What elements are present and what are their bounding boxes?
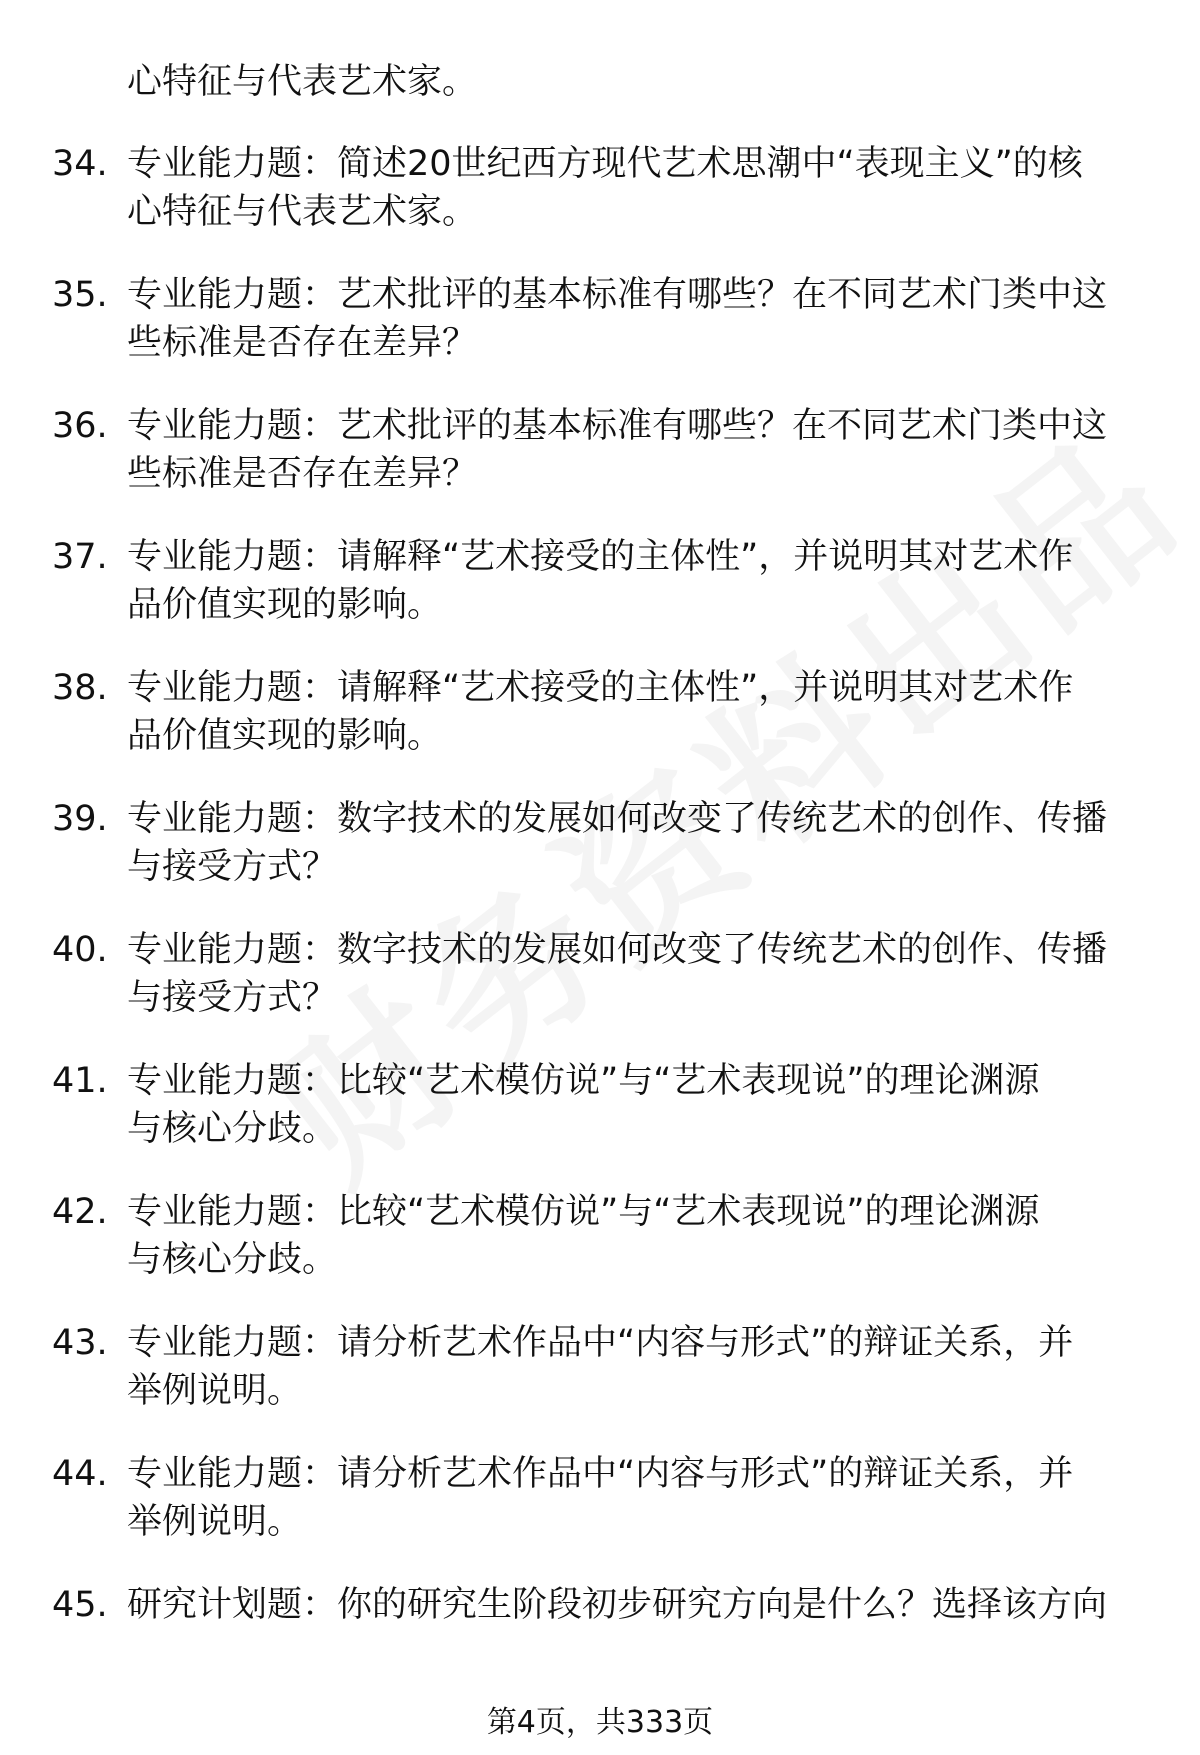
question-item xyxy=(0,1581,1200,1712)
question-number: 34. xyxy=(52,144,108,184)
question-text-line: 专业能力题：艺术批评的基本标准有哪些？在不同艺术门类中这 xyxy=(127,275,1108,315)
question-number: 40. xyxy=(52,930,108,970)
question-text xyxy=(127,1581,1147,1629)
question-list xyxy=(0,140,1200,1712)
question-text-line: 专业能力题：艺术批评的基本标准有哪些？在不同艺术门类中这 xyxy=(127,406,1108,446)
question-text-line: 与接受方式？ xyxy=(127,978,338,1018)
question-item xyxy=(0,533,1200,664)
question-text xyxy=(127,926,1147,1022)
question-number: 44. xyxy=(52,1454,108,1494)
question-number: 41. xyxy=(52,1061,108,1101)
question-number: 39. xyxy=(52,799,108,839)
question-text xyxy=(127,795,1147,891)
question-item xyxy=(0,1057,1200,1188)
question-item xyxy=(0,1188,1200,1319)
continued-question-text: 心特征与代表艺术家。 xyxy=(127,62,478,102)
question-text xyxy=(127,1450,1147,1546)
question-text-line: 与核心分歧。 xyxy=(127,1240,338,1280)
question-text xyxy=(127,271,1147,367)
page-indicator: 第4页，共333页 xyxy=(486,1705,714,1740)
question-text-line: 举例说明。 xyxy=(127,1371,303,1411)
question-number: 38. xyxy=(52,668,108,708)
question-item xyxy=(0,926,1200,1057)
question-text-line: 专业能力题：比较“艺术模仿说”与“艺术表现说”的理论渊源 xyxy=(127,1061,1040,1101)
question-text-line: 专业能力题：数字技术的发展如何改变了传统艺术的创作、传播 xyxy=(127,930,1108,970)
question-text-line: 专业能力题：请解释“艺术接受的主体性”，并说明其对艺术作 xyxy=(127,668,1074,708)
question-text-line: 品价值实现的影响。 xyxy=(127,716,443,756)
question-number: 43. xyxy=(52,1323,108,1363)
question-text-line: 专业能力题：请解释“艺术接受的主体性”，并说明其对艺术作 xyxy=(127,537,1074,577)
question-text xyxy=(127,402,1147,498)
question-item xyxy=(0,795,1200,926)
question-text xyxy=(127,1319,1147,1415)
question-text-line: 专业能力题：数字技术的发展如何改变了传统艺术的创作、传播 xyxy=(127,799,1108,839)
question-text xyxy=(127,664,1147,760)
question-text-line: 举例说明。 xyxy=(127,1502,303,1542)
question-text-line: 些标准是否存在差异？ xyxy=(127,323,478,363)
question-number: 36. xyxy=(52,406,108,446)
question-text xyxy=(127,140,1147,236)
question-item xyxy=(0,140,1200,271)
question-number: 35. xyxy=(52,275,108,315)
question-text-line: 专业能力题：简述20世纪西方现代艺术思潮中“表现主义”的核 xyxy=(127,144,1083,184)
question-item xyxy=(0,1319,1200,1450)
question-text-line: 些标准是否存在差异？ xyxy=(127,454,478,494)
question-text xyxy=(127,1057,1147,1153)
question-number: 37. xyxy=(52,537,108,577)
question-item xyxy=(0,1450,1200,1581)
question-text-line: 专业能力题：请分析艺术作品中“内容与形式”的辩证关系，并 xyxy=(127,1454,1074,1494)
question-number: 42. xyxy=(52,1192,108,1232)
question-text-line: 心特征与代表艺术家。 xyxy=(127,192,478,232)
question-text-line: 专业能力题：比较“艺术模仿说”与“艺术表现说”的理论渊源 xyxy=(127,1192,1040,1232)
question-number: 45. xyxy=(52,1585,108,1625)
question-item xyxy=(0,271,1200,402)
question-text xyxy=(127,1188,1147,1284)
question-item xyxy=(0,664,1200,795)
question-text-line: 品价值实现的影响。 xyxy=(127,585,443,625)
question-item xyxy=(0,402,1200,533)
question-text-line: 专业能力题：请分析艺术作品中“内容与形式”的辩证关系，并 xyxy=(127,1323,1074,1363)
question-text xyxy=(127,533,1147,629)
question-text-line: 研究计划题：你的研究生阶段初步研究方向是什么？选择该方向 xyxy=(127,1585,1108,1625)
question-text-line: 与核心分歧。 xyxy=(127,1109,338,1149)
question-text-line: 与接受方式？ xyxy=(127,847,338,887)
